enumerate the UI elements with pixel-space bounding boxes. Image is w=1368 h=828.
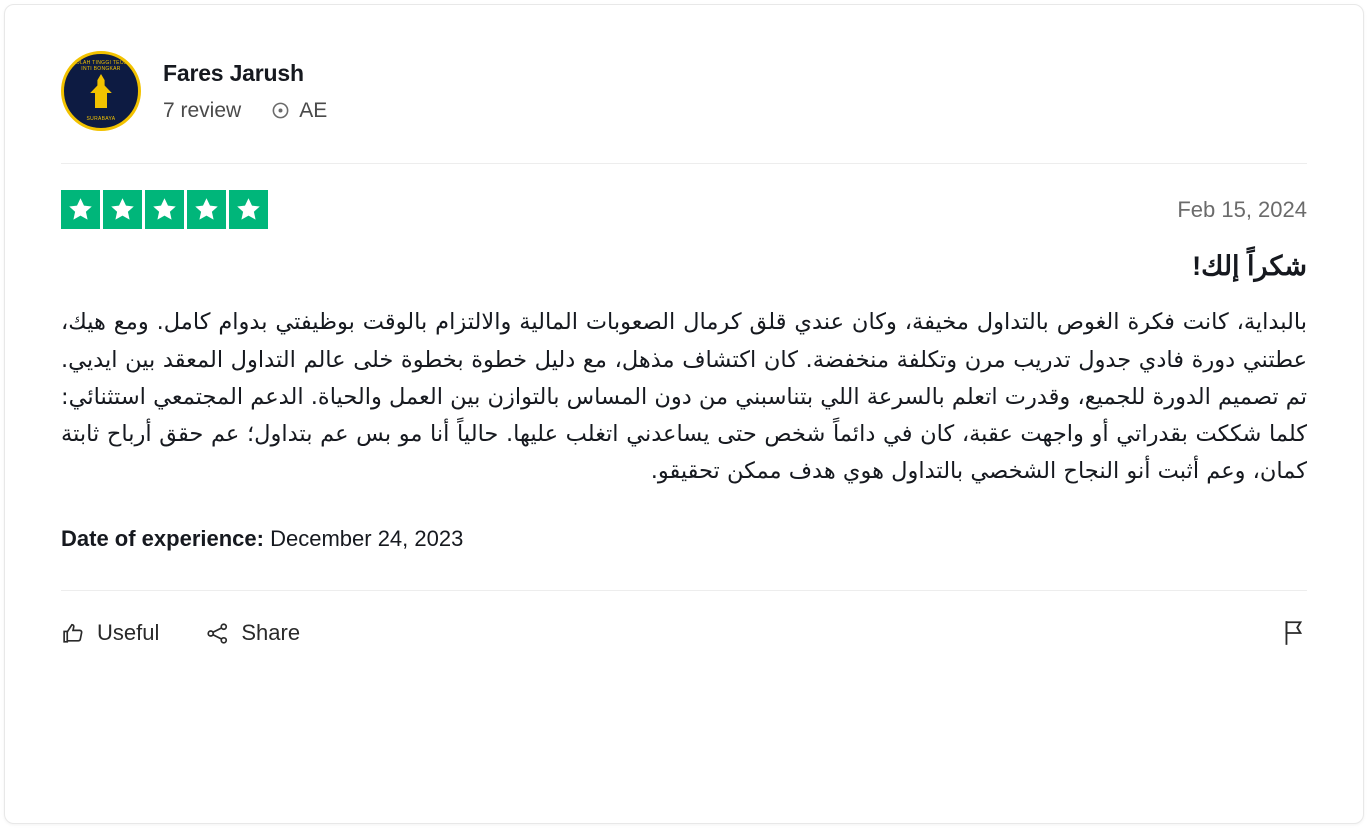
avatar-top-text: SEKOLAH TINGGI TEOLOGI INTI BONGKAR <box>64 60 138 72</box>
review-date: Feb 15, 2024 <box>1177 196 1307 222</box>
review-actions <box>61 591 1307 647</box>
thumbs-up-icon <box>61 621 86 646</box>
star-1 <box>61 190 100 229</box>
star-rating <box>61 190 268 229</box>
star-4 <box>187 190 226 229</box>
star-5 <box>229 190 268 229</box>
share-button[interactable] <box>205 620 300 646</box>
date-of-experience-label: Date of experience: <box>61 526 264 552</box>
useful-label: Useful <box>97 620 160 646</box>
star-3 <box>145 190 184 229</box>
rating-row <box>61 164 1307 229</box>
reviewer-meta <box>163 60 327 123</box>
date-of-experience-value: December 24, 2023 <box>270 526 464 552</box>
date-of-experience <box>61 526 1307 552</box>
reviewer-header <box>61 5 1307 163</box>
review-count: 7 review <box>163 98 242 122</box>
flag-icon <box>1281 619 1307 647</box>
share-icon <box>205 621 230 646</box>
review-card <box>4 4 1364 824</box>
avatar[interactable] <box>61 51 141 131</box>
location-pin-icon <box>271 101 290 120</box>
reviewer-submeta <box>163 99 327 123</box>
review-title: شكراً إلك! <box>1192 251 1307 281</box>
country-code: AE <box>299 98 328 122</box>
reviewer-location <box>271 99 327 123</box>
report-button[interactable] <box>1281 619 1307 647</box>
review-body: بالبداية، كانت فكرة الغوص بالتداول مخيفة، وكان عندي قلق كرمال الصعوبات المالية والالتزام بالوقت بوظيفتي بدوام كامل. ومع هيك، عطتني دورة فادي جدول تدريب مرن وتكلفة منخفضة. كان اكتشاف مذهل، مع دليل خطوة بخطوة خلى عالم التداول المعقد بين ايديي. تم تصميم الدورة للجميع، وقدرت اتعلم بالسرعة اللي بتناسبني من دون المساس بالتوازن بين العمل والحياة. الدعم المجتمعي استثنائي: كلما شككت بقدراتي أو واجهت عقبة، كان في دائماً شخص حتى يساعدني اتغلب عليها. حالياً أنا مو بس عم بتداول؛ عم حقق أرباح ثابتة كمان، وعم أثبت أنو النجاح الشخصي بالتداول هوي هدف ممكن تحقيقو. <box>61 309 1307 484</box>
avatar-emblem-icon <box>86 74 116 108</box>
share-label: Share <box>241 620 301 646</box>
star-2 <box>103 190 142 229</box>
useful-button[interactable] <box>61 620 159 646</box>
reviewer-name[interactable]: Fares Jarush <box>163 59 304 86</box>
avatar-bottom-text: SURABAYA <box>86 116 116 122</box>
